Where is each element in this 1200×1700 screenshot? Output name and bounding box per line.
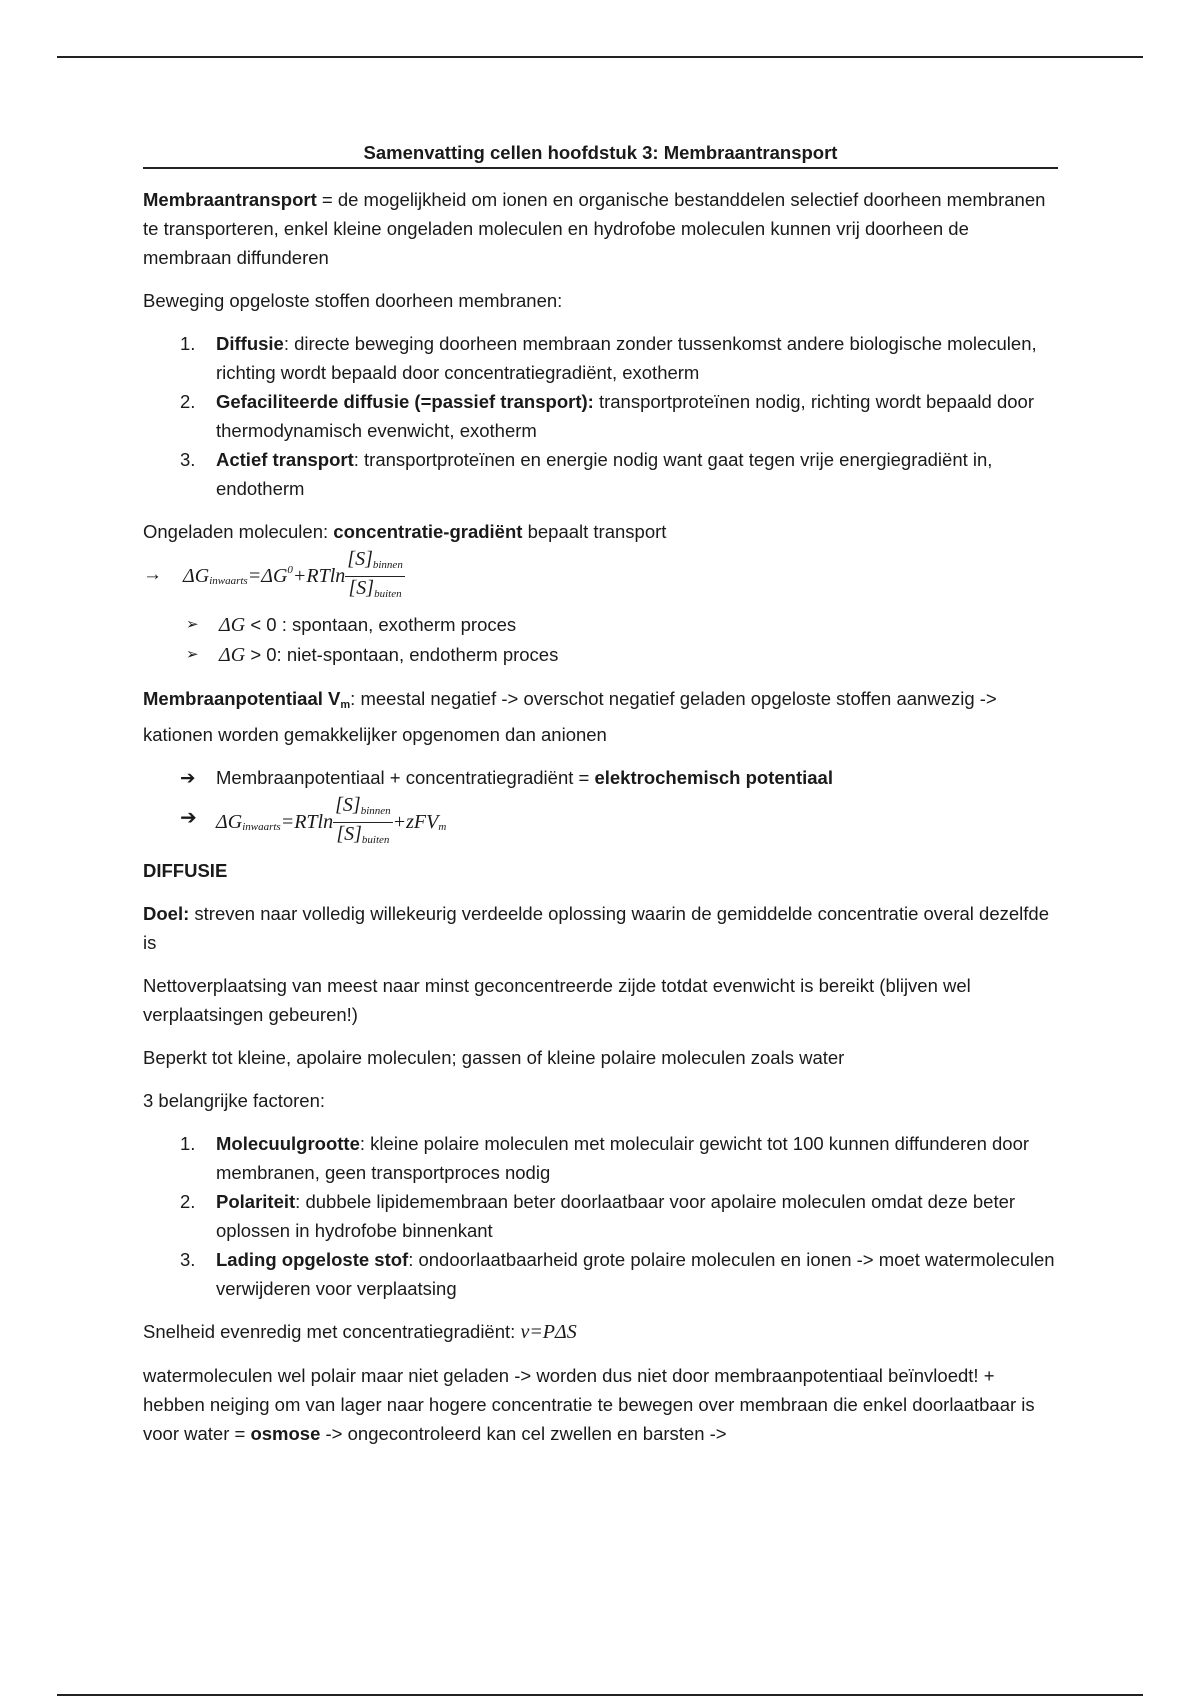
factors-heading: 3 belangrijke factoren: [143,1090,326,1111]
speed-paragraph [143,1317,1058,1347]
electrochemical-formula [180,794,1058,846]
list-item [143,1129,1058,1187]
potential-term: Membraanpotentiaal $V_m$ [143,688,351,711]
formula-mid: =ΔG [247,565,288,587]
list-text: : directe beweging doorheen membraan zonder tussenkomst andere biologische moleculen, richting wordt bepaald door concentratiegradiënt, exotherm [216,333,1037,383]
list-item [143,445,1058,503]
bottom-page-rule [57,1694,1143,1696]
uncharged-term: concentratie-gradiënt [333,521,523,542]
intro-paragraph [143,185,1058,272]
list-number: 3. [180,449,196,470]
list-item [143,640,1058,670]
potential-text: : meestal negatief -> overschot negatief geladen opgeloste stoffen aanwezig -> kationen worden gemakkelijker opgenomen dan anionen [143,688,997,745]
osmosis-term: osmose [250,1423,321,1444]
list-item [143,763,1058,792]
list-term: elektrochemisch potentiaal [594,767,833,788]
net-movement-paragraph: Nettoverplaatsing van meest naar minst geconcentreerde zijde totdat evenwicht is bereikt (blijven wel verplaatsingen gebeuren!) [143,975,971,1025]
list-term: Lading opgeloste stof [216,1249,409,1270]
list-number: 2. [180,391,196,412]
fraction-denominator-sub: buiten [374,588,402,600]
formula-rhs: +RTln [292,565,346,587]
list-term: Polariteit [216,1191,296,1212]
delta-g-symbol: ΔG [219,614,246,636]
fraction-numerator-sub: binnen [360,805,391,817]
formula-lhs-sub: inwaarts [242,821,281,834]
goal-paragraph [143,899,1058,957]
list-term: Diffusie [216,333,284,354]
delta-g-symbol: ΔG [219,644,246,666]
list-item [143,329,1058,387]
factors-list [143,1129,1058,1303]
gibbs-formula [143,548,1058,600]
intro-term: Membraantransport [143,189,317,210]
goal-text: streven naar volledig willekeurig verdeelde oplossing waarin de gemiddelde concentratie overal dezelfde is [143,903,1049,953]
fraction-numerator: [S] [335,794,361,816]
list-term: Gefaciliteerde diffusie (=passief transport): [216,391,594,412]
formula-tail-sub: m [438,821,447,834]
uncharged-suffix: bepaalt transport [522,521,667,542]
potential-arrow-list [143,763,1058,792]
formula-lhs: ΔG [183,565,210,587]
document-title: Samenvatting cellen hoofdstuk 3: Membraantransport [143,140,1058,169]
potential-term-sub: m [340,699,351,711]
water-paragraph [143,1361,1058,1448]
intro-text: = de mogelijkheid om ionen en organische bestanddelen selectief doorheen membranen te transporteren, enkel kleine ongeladen moleculen en hydrofobe moleculen kunnen vrij doorheen de membraan diffunderen [143,189,1046,268]
bold-arrow-icon: ➔ [180,767,196,788]
speed-text: Snelheid evenredig met concentratiegradiënt: [143,1321,521,1342]
formula-lhs-sub: inwaarts [209,575,248,588]
water-text-before: watermoleculen wel polair maar niet geladen -> worden dus niet door membraanpotentiaal beïnvloedt! + hebben neiging om van lager naar hogere concentratie te bewegen over membraan die enkel doorlaatbaar is voor water = [143,1365,1035,1444]
list-item [143,387,1058,445]
uncharged-prefix: Ongeladen moleculen: [143,521,334,542]
fraction-denominator-sub: buiten [361,834,390,846]
arrowhead-bullet-icon: ➢ [186,646,199,663]
formula-lhs: ΔG [216,811,243,833]
list-text: < 0 : spontaan, exotherm proces [245,614,517,635]
list-item [143,1245,1058,1303]
formula-fraction [333,794,393,851]
diffusion-heading: DIFFUSIE [143,860,228,881]
arrow-right-icon: → [143,564,162,585]
arrowhead-bullet-icon: ➢ [186,616,199,633]
bold-arrow-icon: ➔ [180,807,197,829]
list-text: : kleine polaire moleculen met moleculair gewicht tot 100 kunnen diffunderen door membranen, geen transportproces nodig [216,1133,1030,1183]
limited-paragraph: Beperkt tot kleine, apolaire moleculen; gassen of kleine polaire moleculen zoals water [143,1047,845,1068]
water-text-after: -> ongecontroleerd kan cel zwellen en barsten -> [320,1423,727,1444]
movement-heading: Beweging opgeloste stoffen doorheen membranen: [143,290,563,311]
list-term: Molecuulgrootte [216,1133,360,1154]
fraction-numerator: [S] [347,548,373,570]
delta-g-list [143,610,1058,670]
list-item [143,610,1058,640]
formula-sup: 0 [287,564,293,577]
list-number: 1. [180,1133,196,1154]
electrochemical-equation [216,794,446,851]
list-number: 1. [180,333,196,354]
list-text: Membraanpotentiaal + concentratiegradiënt = [216,767,595,788]
fraction-denominator: [S] [336,823,362,845]
list-text: : dubbele lipidemembraan beter doorlaatbaar voor apolaire moleculen omdat deze beter oplossen in hydrofobe binnenkant [216,1191,1016,1241]
list-text: transportproteïnen nodig, richting wordt bepaald door thermodynamisch evenwicht, exotherm [216,391,1034,441]
list-text: > 0: niet-spontaan, endotherm proces [245,644,559,665]
top-page-rule [57,56,1143,58]
uncharged-paragraph [143,517,1058,546]
fraction-numerator-sub: binnen [372,559,403,571]
list-text: : ondoorlaatbaarheid grote polaire moleculen en ionen -> moet watermoleculen verwijderen voor verplaatsing [216,1249,1055,1299]
formula-tail: +zFV [392,811,439,833]
fraction-denominator: [S] [348,577,375,599]
list-term: Actief transport [216,449,354,470]
formula-fraction [345,548,405,605]
list-text: : transportproteïnen en energie nodig want gaat tegen vrije energiegradiënt in, endotherm [216,449,993,499]
document-body [143,140,1058,1462]
goal-term: Doel: [143,903,190,924]
list-item [143,1187,1058,1245]
gibbs-equation [183,548,405,605]
speed-formula: v=PΔS [520,1321,577,1343]
formula-mid: =RTln [280,811,334,833]
list-number: 2. [180,1191,196,1212]
movement-list [143,329,1058,503]
potential-paragraph [143,684,1058,749]
list-number: 3. [180,1249,196,1270]
